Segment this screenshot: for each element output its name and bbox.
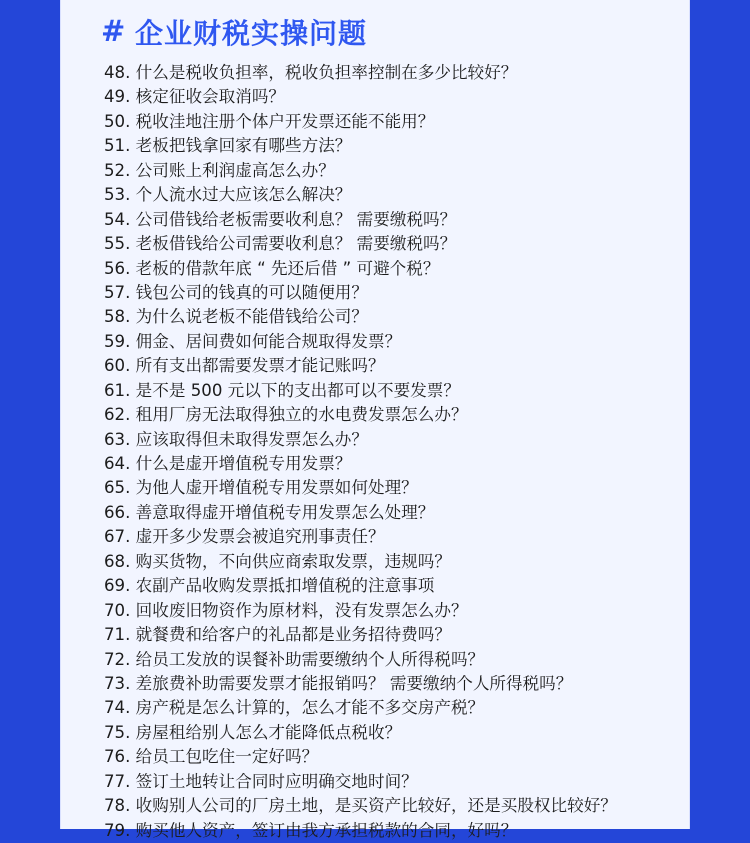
list-item: 56. 老板的借款年底 “ 先还后借 ” 可避个税？ bbox=[104, 258, 440, 278]
list-item: 49. 核定征收会取消吗？ bbox=[104, 87, 286, 107]
list-item: 76. 给员工包吃住一定好吗？ bbox=[104, 747, 319, 767]
list-item: 70. 回收废旧物资作为原材料，没有发票怎么办？ bbox=[104, 600, 468, 620]
list-item: 52. 公司账上利润虚高怎么办？ bbox=[104, 160, 335, 180]
list-item: 71. 就餐费和给客户的礼品都是业务招待费吗？ bbox=[104, 625, 451, 645]
list-item: 60. 所有支出都需要发票才能记账吗？ bbox=[104, 356, 385, 376]
list-item: 57. 钱包公司的钱真的可以随便用？ bbox=[104, 282, 368, 302]
list-item: 54. 公司借钱给老板需要收利息？ 需要缴税吗？ bbox=[104, 209, 457, 229]
list-item: 65. 为他人虚开增值税专用发票如何处理？ bbox=[104, 478, 418, 498]
list-item: 75. 房屋租给别人怎么才能降低点税收？ bbox=[104, 722, 402, 742]
list-item: 55. 老板借钱给公司需要收利息？ 需要缴税吗？ bbox=[104, 234, 457, 254]
hash-icon: # bbox=[101, 13, 127, 48]
list-item: 62. 租用厂房无法取得独立的水电费发票怎么办？ bbox=[104, 405, 468, 425]
list-item: 68. 购买货物，不向供应商索取发票，违规吗？ bbox=[104, 551, 451, 571]
list-item: 58. 为什么说老板不能借钱给公司？ bbox=[104, 307, 368, 327]
list-item: 72. 给员工发放的误餐补助需要缴纳个人所得税吗？ bbox=[104, 649, 485, 669]
list-item: 61. 是不是 500 元以下的支出都可以不要发票？ bbox=[104, 380, 460, 400]
list-item: 78. 收购别人公司的厂房土地，是买资产比较好，还是买股权比较好？ bbox=[104, 796, 617, 816]
document-card bbox=[60, 0, 690, 840]
page-title: 企业财税实操问题 bbox=[135, 17, 368, 50]
section-heading bbox=[101, 10, 367, 54]
list-item: 59. 佣金、居间费如何能合规取得发票？ bbox=[104, 331, 402, 351]
list-item: 79. 购买他人资产，签订由我方承担税款的合同，好吗？ bbox=[104, 820, 518, 840]
question-list bbox=[104, 61, 684, 843]
list-item: 50. 税收洼地注册个体户开发票还能不能用？ bbox=[104, 111, 435, 131]
list-item: 53. 个人流水过大应该怎么解决？ bbox=[104, 185, 352, 205]
list-item: 77. 签订土地转让合同时应明确交地时间？ bbox=[104, 771, 418, 791]
list-item: 69. 农副产品收购发票抵扣增值税的注意事项 bbox=[104, 576, 435, 596]
list-item: 64. 什么是虚开增值税专用发票？ bbox=[104, 454, 352, 473]
list-item: 73. 差旅费补助需要发票才能报销吗？ 需要缴纳个人所得税吗？ bbox=[104, 673, 573, 693]
list-item: 67. 虚开多少发票会被追究刑事责任？ bbox=[104, 527, 385, 547]
list-item: 48. 什么是税收负担率，税收负担率控制在多少比较好？ bbox=[104, 63, 518, 82]
list-item: 51. 老板把钱拿回家有哪些方法？ bbox=[104, 136, 352, 156]
list-item: 74. 房产税是怎么计算的，怎么才能不多交房产税？ bbox=[104, 698, 485, 718]
list-item: 63. 应该取得但未取得发票怎么办？ bbox=[104, 429, 368, 449]
list-item: 66. 善意取得虚开增值税专用发票怎么处理？ bbox=[104, 502, 435, 522]
